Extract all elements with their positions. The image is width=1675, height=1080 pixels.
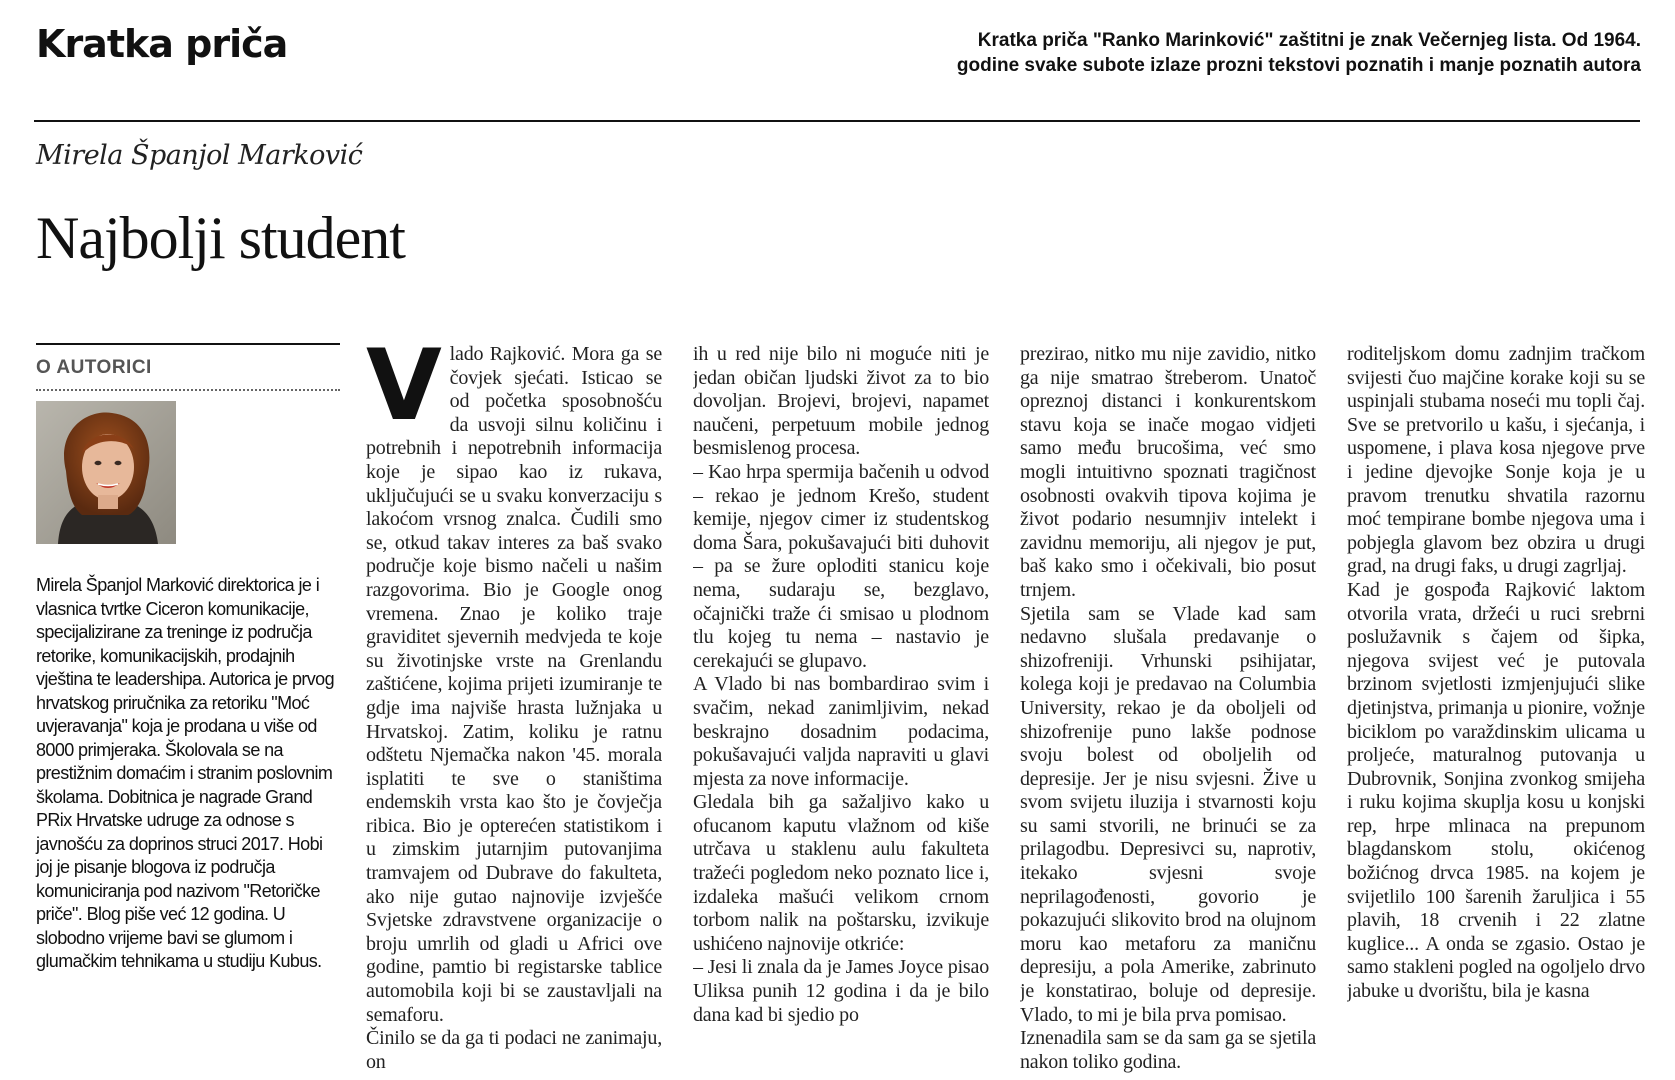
sidebar-label: O AUTORICI <box>36 357 152 378</box>
article-title: Najbolji student <box>36 205 405 271</box>
article-paragraph: – Jesi li znala da je James Joyce pisao Uliksa punih 12 godina i da je bilo dana kad bi sjedio po <box>693 956 989 1026</box>
article-column-2 <box>693 343 989 1080</box>
tagline-line-2: godine svake subote izlaze prozni tekstovi poznatih i manje poznatih autora <box>956 55 1641 76</box>
article-paragraph: Kad je gospođa Rajković laktom otvorila vrata, držeći u ruci srebrni poslužavnik s čajem od šipka, njegova svijest već je putovala brzinom svjetlosti izmjenjujući slike djetinjstva, primanja u pionire, vožnje biciklom po varaždinskim ulicama u proljeće, maturalnog putovanja u Dubrovnik, Sonjina zvonkog smijeha i ruku kojima skuplja kosu u konjski rep, hrpe mlinaca na prepunom blagdanskom stolu, okićenog božićnog drvca 1985. na kojem je svijetlilo 100 šarenih žaruljica i 55 plavih, 18 crvenih i 22 zlatne kuglice... A onda se zgasio. Ostao je samo stakleni pogled na ogoljelo drvo jabuke u dvorištu, bila je kasna <box>1347 578 1645 1003</box>
article-paragraph <box>366 343 662 1027</box>
article-paragraph: Iznenadila sam se da sam ga se sjetila nakon toliko godina. <box>1020 1027 1316 1073</box>
author-sidebar <box>36 343 340 974</box>
article-paragraph: ih u red nije bilo ni moguće niti je jedan običan ljudski život za to bio dovoljan. Brojevi, brojevi, napamet naučeni, perpetuum mobile jednog besmislenog procesa. <box>693 343 989 460</box>
article-column-3 <box>1020 343 1316 1080</box>
paragraph-text: lado Rajković. Mora ga se čovjek sjećati. Isticao se od početka sposobnošću da usvoji silnu količinu i potrebnih i nepotrebnih informacija koje je sipao kao iz rukava, uključujući se u svaku konverzaciju s lakoćom vrsnog znalca. Čudili smo se, otkud takav interes za baš svako područje koje bismo načeli u našim razgovorima. Bio je Google onog vremena. Znao je koliko traje graviditet sjevernih medvjeda te koje su životinjske vrste na Grenlandu zaštićene, kojima prijeti izumiranje te gdje ima najviše hrasta lužnjaka u Hrvatskoj. Zatim, koliku je ratnu odštetu Njemačka nakon '45. morala isplatiti te sve o staništima endemskih vrsta kao što je čovječja ribica. Bio je opterećen statistikom i u zimskim jutarnjim putovanjima tramvajem od Dubrave do fakulteta, ako nije gutao najnovije izvješće Svjetske zdravstvene organizacije o broju umrlih od gladi u Africi ove godine, pamtio bi registarske tablice automobila koji bi se zaustavljali na semaforu. <box>366 343 662 1026</box>
article-paragraph: Činilo se da ga ti podaci ne zanimaju, on <box>366 1027 662 1073</box>
sidebar-dotted-rule <box>36 389 340 391</box>
article-paragraph: A Vlado bi nas bombardirao svim i svačim, nekad zanimljivim, nekad beskrajno dosadnim podacima, pokušavajući valjda napraviti u glavi mjesta za nove informacije. <box>693 673 989 790</box>
article-paragraph: Sjetila sam se Vlade kad sam nedavno slušala predavanje o shizofreniji. Vrhunski psihijatar, kolega koji je predavao na Columbia University, rekao je da oboljeli od shizofrenije puno lakše podnose svoju bolest od oboljelih od depresije. Jer je nisu svjesni. Žive u svom svijetu iluzija i stvarnosti koju su sami stvorili, ne brinući se za prilagodbu. Depresivci su, naprotiv, itekako svjesni svoje neprilagođenosti, govorio je pokazujući slikovito brod na olujnom moru kao metaforu za maničnu depresiju, a pola Amerike, zabrinuto je konstatirao, boluje od depresije. Vlado, to mi je bila prva pomisao. <box>1020 602 1316 1026</box>
header-divider <box>34 120 1640 122</box>
section-tagline <box>881 28 1641 78</box>
tagline-line-1: Kratka priča "Ranko Marinković" zaštitni je znak Večernjeg lista. Od 1964. <box>977 30 1641 51</box>
section-title: Kratka priča <box>36 22 288 66</box>
drop-cap: V <box>366 343 442 443</box>
author-portrait-icon <box>36 401 176 544</box>
article-column-4 <box>1347 343 1645 1080</box>
article-paragraph: roditeljskom domu zadnjim tračkom svijesti čuo majčine korake koji su se uspinjali stubama noseći mu topli čaj. Sve se pretvorilo u kašu, i sjećanja, i uspomene, i plava kosa njegove prve i jedine djevojke Sonje koja je u pravom trenutku shvatila razornu moć tempirane bombe njegova uma i pobjegla glavom bez obzira u drugi grad, na drugi faks, u drugi zagrljaj. <box>1347 343 1645 578</box>
article-paragraph: – Kao hrpa spermija bačenih u odvod – rekao je jednom Krešo, student kemije, njegov cimer iz studentskog doma Šara, pokušavajući biti duhovit – pa se žure oploditi stanicu koje nema, sudaraju se, bezglavo, očajnički traže ći smisao u plodnom tlu kojeg tu nema – nastavio je cerekajući se glupavo. <box>693 460 989 672</box>
sidebar-top-rule <box>36 343 340 345</box>
article-paragraph: Gledala bih ga sažaljivo kako u ofucanom kaputu vlažnom od kiše utrčava u staklenu aulu fakulteta tražeći pogledom neko poznato lice i, izdaleka mašući velikom crnom torbom nalik na poštarsku, izvikuje ushićeno najnovije otkriće: <box>693 791 989 955</box>
article-column-1 <box>366 343 662 1080</box>
article-author: Mirela Španjol Marković <box>36 140 363 171</box>
article-paragraph: prezirao, nitko mu nije zavidio, nitko ga nije smatrao štreberom. Unatoč opreznoj distanci i konkurentskom stavu koja se inače mogao vidjeti samo među brucošima, već smo mogli intuitivno spoznati tragičnost osobnosti ovakvih tipova kojima je život podario nesumnjiv intelekt i zavidnu memoriju, ali njegov je put, baš kako smo i očekivali, bio posut trnjem. <box>1020 343 1316 601</box>
author-bio: Mirela Španjol Marković direktorica je i vlasnica tvrtke Ciceron komunikacije, specijalizirane za treninge iz područja retorike, komunikacijskih, prodajnih vještina te leadershipa. Autorica je prvog hrvatskog priručnika za retoriku "Moć uvjeravanja" koja je prodana u više od 8000 primjeraka. Školovala se na prestižnim domaćim i stranim poslovnim školama. Dobitnica je nagrade Grand PRix Hrvatske udruge za odnose s javnošću za doprinos struci 2017. Hobi joj je pisanje blogova iz područja komuniciranja pod nazivom "Retoričke priče". Blog piše već 12 godina. U slobodno vrijeme bavi se glumom i glumačkim tehnikama u studiju Kubus. <box>36 575 334 971</box>
